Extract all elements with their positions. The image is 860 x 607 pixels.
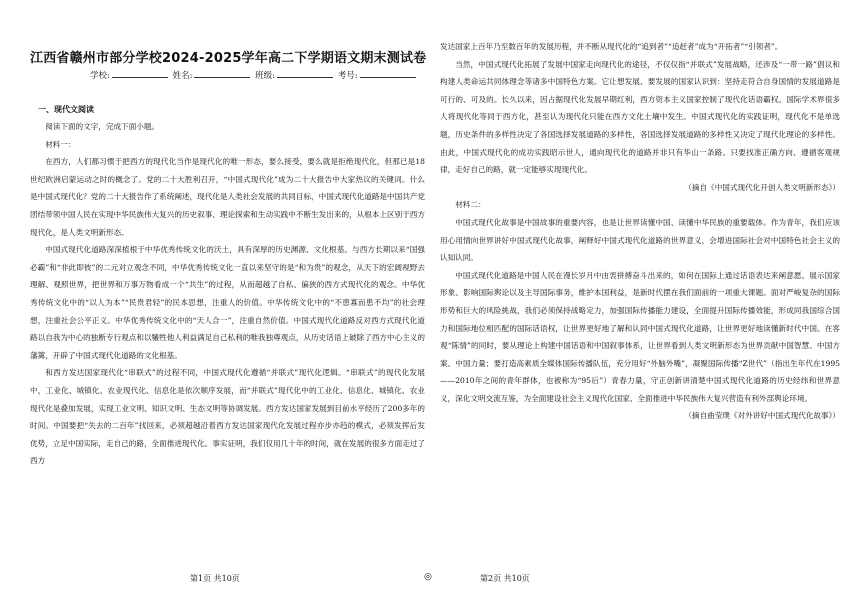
right-page <box>440 0 840 607</box>
student-info-line <box>90 69 418 81</box>
left-page-footer: 第1页 共10页 <box>190 574 240 583</box>
instruction-text: 阅读下面的文字，完成下面小题。 <box>45 122 160 131</box>
left-body <box>30 118 425 470</box>
paragraph: 中国式现代化故事是中国故事的重要内容，也是让世界读懂中国、读懂中华民族的重要载体。作为青年，我们应该用心用情向世界讲好中国式现代化故事，阐释好中国式现代化道路的世界意义，会增进国际社会对中国特色社会主义的认知认同。 <box>440 217 840 263</box>
source-citation: （摘自《中国式现代化开创人类文明新形态》） <box>684 182 840 192</box>
name-label: 姓名: <box>172 71 193 81</box>
material2-label: 材料二： <box>455 200 486 210</box>
continuation-text: 发达国家上百年乃至数百年的发展历程，并不断从现代化的“追到者”“追赶者”成为“开拓者”“引领者”。 <box>440 42 783 51</box>
paragraph: 中国式现代化道路深深植根于中华优秀传统文化的沃土，具有深厚的历史渊源、文化根基。与西方长期以来“国强必霸”和“非此即彼”的二元对立观念不同，中华优秀传统文化一直以来坚守的是“和为贵”的观念，从天下的宏阔视野去理解、观照世界，把世界和万事万物看成一个“共生”的过程，从而超越了自私、偏狭的西方式现代化的观念。中华优秀传统文化中的“以人为本”“民贵君轻”的民本思想，注重人的价值。中华传统文化中的“不患寡而患不均”的社会理想，注重社会公平正义。中华优秀传统文化中的“天人合一”，注重自然价值。中国式现代化道路反对西方式现代化道路以自我为中心的独断专行观点和以犧牲他人利益满足自己私利的唯我独尊观点，从历史话语上破除了西方中心主义的藩篱，开辟了中国式现代化道路的文化根基。 <box>30 245 425 360</box>
paragraph: 中国式现代化道路是中国人民在漫长岁月中由衷拼搏奋斗出来的，如何在国际上通过话语表达来阐意愿、展示国家形象、影响国际舆论以及主导国际事务，维护本国利益，是新时代摆在我们面前的一项重大课题。面对严峻复杂的国际形势和巨大的风险挑战，我们必须保持战略定力，加强国际传播能力建设，全面提升国际传播效能，形成同我国综合国力和国际地位相匹配的国际话语权，让世界更好地了解和认同中国式现代化道路，让世界更好地读懂新时代中国。在客观“陈情”的同时，要从理论上构建中国话语和中国叙事体系，让世界看到人类文明新形态为世界贡献中国智慧、中国方案、中国力量；要打造高素质全媒体国际传播队伍，充分用好“外脑外嘴”，凝聚国际传播“Z世代”（指出生年代在1995——2010年之间的青年群体，也被称为“95后”）青春力量，守正创新讲清楚中国式现代化道路的历史经纬和世界意义，深化文明交流互鉴，为全面建设社会主义现代化国家、全面推进中华民族伟大复兴营造有利外部舆论环境。 <box>440 270 840 403</box>
material1-label: 材料一： <box>45 139 76 149</box>
center-mark: ◎ <box>424 572 432 582</box>
section-heading: 一、现代文阅读 <box>38 105 94 114</box>
name-blank[interactable] <box>194 69 250 78</box>
paragraph: 当然，中国式现代化拓展了发展中国家走向现代化的途径，不仅仅指“并联式”发展战略，还涉及“一带一路”倡议和构建人类命运共同体理念等诸多中国特色方案。它让想发展、要发展的国家认识到：坚持走符合自身国情的发展道路是可行的、可及的。长久以来，因占据现代化发展早期红利，西方资本主义国家控制了现代化话语霸权。国际学术界很多人将现代化等同于西方化，甚至认为现代化只能在西方文化土壤中发生。中国式现代化的实践证明，现代化不是单选题，历史条件的多样性决定了各国选择发展道路的多样性，各国选择发展道路的多样性又决定了现代化理论的多样性。由此，中国式现代化的成功实践昭示世人，通向现代化的道路并非只有华山一条路。只要找准正确方向、遵循客观规律，走好自己的路，就一定能够实现现代化。 <box>440 59 840 175</box>
number-blank[interactable] <box>360 69 416 78</box>
paragraph: 和西方发达国家现代化“串联式”的过程不同，中国式现代化遵循“并联式”现代化逻辑。“串联式”的现代化发展中，工业化、城镇化、农业现代化、信息化是依次顺序发展，而“并联式”现代化中的工业化、信息化、城镇化、农业现代化是叠加发展，实现工业文明、知识文明、生态文明等协调发展。西方发达国家发展到目前水平经历了200多年的时间。中国要把“失去的二百年”找回来，必须超越沿着西方发达国家现代化发展过程亦步亦趋的模式，必须发挥后发优势，立足中国实际，走自己的路，全面推进现代化。事实证明，我们仅用几十年的时间，就在发展的很多方面走过了西方 <box>30 368 425 466</box>
class-label: 班级: <box>255 71 276 81</box>
exam-title: 江西省赣州市部分学校2024-2025学年高二下学期语文期末测试卷 <box>30 51 427 66</box>
source-citation: （摘自曲莹璞《对外讲好中国式现代化故事》） <box>684 411 840 421</box>
left-page <box>30 0 425 607</box>
class-blank[interactable] <box>277 69 333 78</box>
school-blank[interactable] <box>112 69 168 78</box>
number-label: 考号: <box>337 71 358 81</box>
right-page-footer: 第2页 共10页 <box>480 574 530 583</box>
paragraph: 在西方，人们都习惯于把西方的现代化当作是现代化的唯一形态，要么接受，要么就是拒绝现代化，但那已是18世纪欧洲启蒙运动之时的概念了。党的二十大胜利召开，“中国式现代化”成为二十大报告中大家热议的关键词。什么是中国式现代化？党的二十大报告作了系统阐述，现代化是人类社会发展的共同目标，中国式现代化道路是中国共产党团结带领中国人民在实现中华民族伟大复兴的历史叙事、理论探索和生动实践中不断生发出来的，从根本上区别于西方现代化，是人类文明新形态。 <box>30 157 425 237</box>
right-body <box>440 38 840 425</box>
school-label: 学校: <box>90 71 110 81</box>
